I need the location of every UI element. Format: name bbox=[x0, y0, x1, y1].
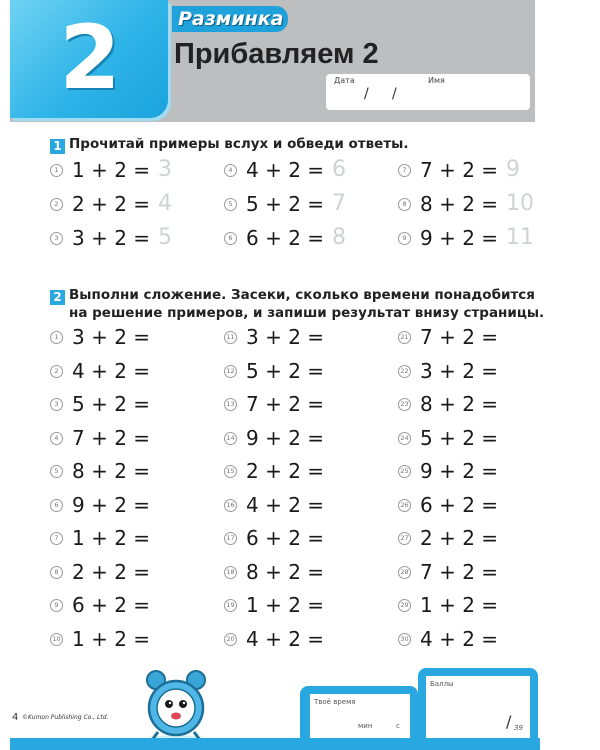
problem-expression: 8 + 2 = bbox=[246, 559, 325, 584]
score-slash: / bbox=[506, 712, 512, 731]
problem-number: 2 bbox=[50, 365, 63, 378]
problem-expression: 8 + 2 = bbox=[420, 192, 499, 216]
section-2-problem-16 bbox=[224, 490, 384, 520]
problem-number: 10 bbox=[50, 633, 63, 646]
problem-number: 1 bbox=[50, 164, 63, 177]
problem-expression: 2 + 2 = bbox=[420, 526, 499, 550]
problem-expression: 5 + 2 = bbox=[246, 192, 325, 216]
problem-number: 4 bbox=[224, 164, 237, 177]
problem-expression: 2 + 2 = bbox=[72, 192, 151, 216]
problem-number: 6 bbox=[50, 499, 63, 512]
date-name-box[interactable] bbox=[326, 74, 530, 110]
section-2-problem-10 bbox=[50, 624, 210, 654]
section-2-problem-11 bbox=[224, 322, 384, 352]
section-1-problem-4 bbox=[224, 155, 384, 185]
section-2-problem-25 bbox=[398, 456, 558, 486]
problem-expression: 1 + 2 = bbox=[72, 158, 151, 182]
problem-number: 23 bbox=[398, 398, 411, 411]
answer-option[interactable]: 9 bbox=[506, 157, 520, 182]
answer-option[interactable]: 4 bbox=[158, 191, 172, 216]
answer-option[interactable]: 8 bbox=[332, 225, 346, 250]
problem-number: 27 bbox=[398, 532, 411, 545]
problem-number: 25 bbox=[398, 465, 411, 478]
problem-number: 15 bbox=[224, 465, 237, 478]
problem-number: 24 bbox=[398, 432, 411, 445]
problem-number: 30 bbox=[398, 633, 411, 646]
answer-option[interactable]: 11 bbox=[506, 225, 534, 250]
page-title: Прибавляем 2 bbox=[174, 38, 379, 70]
problem-number: 21 bbox=[398, 331, 411, 344]
problem-expression: 9 + 2 = bbox=[72, 492, 151, 517]
section-2-problem-12 bbox=[224, 356, 384, 386]
section-1-problem-7 bbox=[398, 155, 558, 185]
score-label: Баллы bbox=[430, 680, 454, 688]
section-1-problem-5 bbox=[224, 189, 384, 219]
section-2-problem-3 bbox=[50, 389, 210, 419]
section-1-problem-6 bbox=[224, 223, 384, 253]
section-2-problem-22 bbox=[398, 356, 558, 386]
section-2-problem-5 bbox=[50, 456, 210, 486]
time-box[interactable] bbox=[310, 694, 410, 738]
answer-option[interactable]: 7 bbox=[332, 191, 346, 216]
problem-number: 4 bbox=[50, 432, 63, 445]
name-label: Имя bbox=[428, 76, 445, 85]
problem-number: 13 bbox=[224, 398, 237, 411]
date-slash-1: / bbox=[364, 86, 369, 102]
problem-number: 20 bbox=[224, 633, 237, 646]
problem-expression: 4 + 2 = bbox=[246, 492, 325, 517]
problem-expression: 8 + 2 = bbox=[420, 392, 499, 416]
problem-number: 11 bbox=[224, 331, 237, 344]
problem-number: 19 bbox=[224, 599, 237, 612]
section-2-instruction-line2: на решение примеров, и запиши результат внизу страницы. bbox=[69, 305, 545, 321]
section-1-problem-8 bbox=[398, 189, 558, 219]
section-2-problem-23 bbox=[398, 389, 558, 419]
footer-band bbox=[10, 738, 540, 750]
problem-expression: 2 + 2 = bbox=[72, 559, 151, 584]
problem-expression: 5 + 2 = bbox=[72, 392, 151, 416]
section-2-problem-27 bbox=[398, 523, 558, 553]
section-2-problem-18 bbox=[224, 557, 384, 587]
problem-number: 28 bbox=[398, 566, 411, 579]
problem-expression: 2 + 2 = bbox=[246, 459, 325, 483]
problem-expression: 6 + 2 = bbox=[246, 226, 325, 250]
problem-expression: 8 + 2 = bbox=[72, 459, 151, 483]
section-2-problem-17 bbox=[224, 523, 384, 553]
section-2-problem-9 bbox=[50, 590, 210, 620]
problem-expression: 6 + 2 = bbox=[420, 492, 499, 517]
problem-expression: 1 + 2 = bbox=[72, 626, 151, 651]
problem-number: 9 bbox=[50, 599, 63, 612]
problem-number: 7 bbox=[398, 164, 411, 177]
date-label: Дата bbox=[334, 76, 355, 85]
section-2-problem-2 bbox=[50, 356, 210, 386]
problem-expression: 1 + 2 = bbox=[246, 593, 325, 617]
copyright: ©Kumon Publishing Co., Ltd. bbox=[22, 714, 109, 721]
problem-expression: 3 + 2 = bbox=[246, 325, 325, 349]
section-2-problem-6 bbox=[50, 490, 210, 520]
problem-expression: 5 + 2 = bbox=[420, 425, 499, 450]
problem-number: 12 bbox=[224, 365, 237, 378]
section-1-problem-9 bbox=[398, 223, 558, 253]
section-1-heading bbox=[50, 136, 409, 154]
section-1-problem-1 bbox=[50, 155, 210, 185]
section-1-number: 1 bbox=[50, 139, 65, 154]
problem-expression: 7 + 2 = bbox=[420, 158, 499, 182]
problem-expression: 6 + 2 = bbox=[246, 526, 325, 550]
section-2-number: 2 bbox=[50, 290, 65, 305]
problem-number: 8 bbox=[50, 566, 63, 579]
problem-expression: 4 + 2 = bbox=[72, 358, 151, 383]
section-2-problem-19 bbox=[224, 590, 384, 620]
problem-expression: 4 + 2 = bbox=[246, 158, 325, 182]
problem-expression: 7 + 2 = bbox=[72, 425, 151, 450]
problem-number: 6 bbox=[224, 232, 237, 245]
problem-expression: 3 + 2 = bbox=[420, 358, 499, 383]
problem-number: 2 bbox=[50, 198, 63, 211]
problem-expression: 1 + 2 = bbox=[72, 526, 151, 550]
problem-number: 3 bbox=[50, 232, 63, 245]
section-1-instruction: Прочитай примеры вслух и обведи ответы. bbox=[69, 136, 409, 152]
problem-number: 29 bbox=[398, 599, 411, 612]
problem-number: 16 bbox=[224, 499, 237, 512]
problem-expression: 7 + 2 = bbox=[420, 559, 499, 584]
date-slash-2: / bbox=[392, 86, 397, 102]
sec-label: с bbox=[396, 722, 400, 730]
problem-number: 5 bbox=[224, 198, 237, 211]
lesson-number: 2 bbox=[59, 6, 121, 109]
time-label: Твоё время bbox=[314, 698, 356, 706]
problem-number: 26 bbox=[398, 499, 411, 512]
problem-expression: 9 + 2 = bbox=[246, 425, 325, 450]
min-label: мин bbox=[358, 722, 373, 730]
problem-number: 1 bbox=[50, 331, 63, 344]
score-box[interactable] bbox=[426, 676, 530, 738]
section-2-problem-29 bbox=[398, 590, 558, 620]
answer-option[interactable]: 3 bbox=[158, 157, 172, 182]
problem-expression: 4 + 2 = bbox=[420, 626, 499, 651]
section-2-problem-14 bbox=[224, 423, 384, 453]
section-2-heading bbox=[50, 287, 544, 322]
problem-expression: 9 + 2 = bbox=[420, 226, 499, 250]
problem-number: 5 bbox=[50, 465, 63, 478]
problem-expression: 4 + 2 = bbox=[246, 626, 325, 651]
problem-number: 18 bbox=[224, 566, 237, 579]
problem-expression: 6 + 2 = bbox=[72, 593, 151, 617]
problem-expression: 5 + 2 = bbox=[246, 358, 325, 383]
problem-number: 17 bbox=[224, 532, 237, 545]
section-2-problem-15 bbox=[224, 456, 384, 486]
section-2-problem-21 bbox=[398, 322, 558, 352]
problem-number: 22 bbox=[398, 365, 411, 378]
problem-number: 9 bbox=[398, 232, 411, 245]
section-2-problem-24 bbox=[398, 423, 558, 453]
section-2-problem-8 bbox=[50, 557, 210, 587]
page-subtitle: Разминка bbox=[172, 6, 288, 32]
problem-expression: 1 + 2 = bbox=[420, 593, 499, 617]
section-2-problem-30 bbox=[398, 624, 558, 654]
problem-expression: 9 + 2 = bbox=[420, 459, 499, 483]
alarm-clock-icon bbox=[140, 666, 212, 746]
section-1-problem-2 bbox=[50, 189, 210, 219]
section-2-problem-7 bbox=[50, 523, 210, 553]
problem-number: 14 bbox=[224, 432, 237, 445]
page-number: 4 bbox=[12, 712, 19, 723]
score-total: 39 bbox=[514, 724, 523, 732]
answer-option[interactable]: 10 bbox=[506, 191, 534, 216]
section-2-problem-13 bbox=[224, 389, 384, 419]
answer-option[interactable]: 5 bbox=[158, 225, 172, 250]
problem-number: 7 bbox=[50, 532, 63, 545]
problem-expression: 7 + 2 = bbox=[420, 325, 499, 349]
section-2-problem-20 bbox=[224, 624, 384, 654]
problem-number: 8 bbox=[398, 198, 411, 211]
section-2-problem-1 bbox=[50, 322, 210, 352]
section-2-problem-26 bbox=[398, 490, 558, 520]
problem-expression: 3 + 2 = bbox=[72, 226, 151, 250]
section-2-problem-28 bbox=[398, 557, 558, 587]
section-1-problem-3 bbox=[50, 223, 210, 253]
problem-expression: 3 + 2 = bbox=[72, 325, 151, 349]
section-2-problem-4 bbox=[50, 423, 210, 453]
problem-number: 3 bbox=[50, 398, 63, 411]
problem-expression: 7 + 2 = bbox=[246, 392, 325, 416]
answer-option[interactable]: 6 bbox=[332, 157, 346, 182]
section-2-instruction-line1: Выполни сложение. Засеки, сколько времени понадобится bbox=[69, 287, 535, 303]
